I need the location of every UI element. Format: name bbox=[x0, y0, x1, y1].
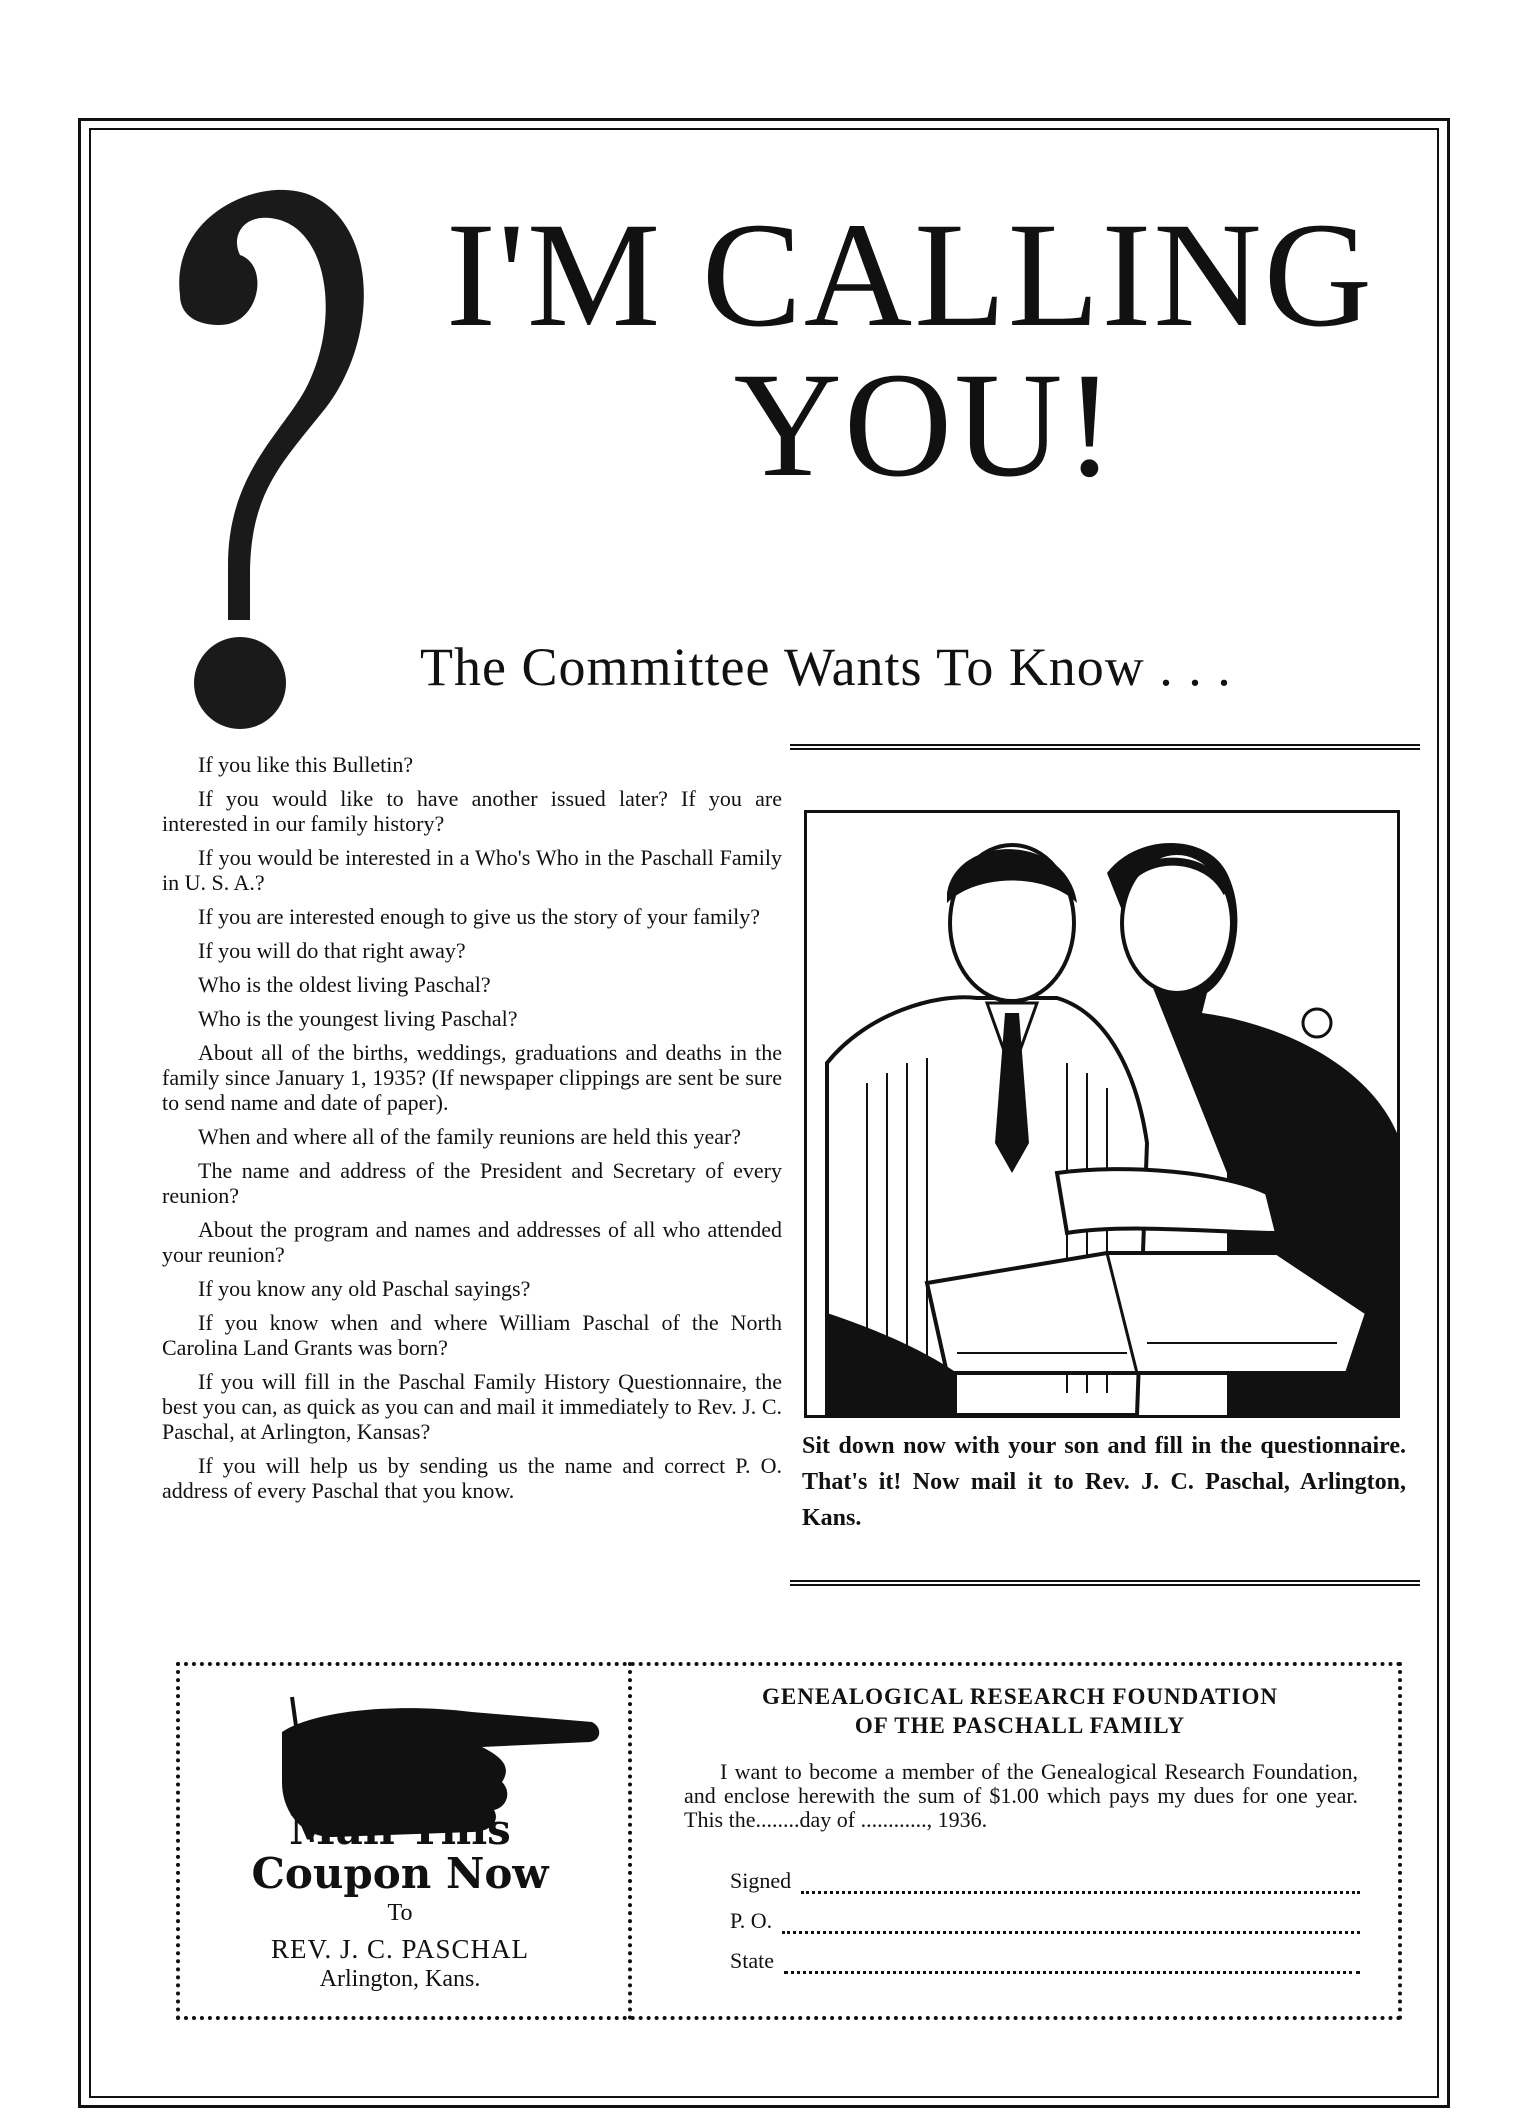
coupon-divider bbox=[628, 1662, 632, 2020]
question-item: If you know when and where William Paschal of the North Carolina Land Grants was born? bbox=[162, 1310, 782, 1360]
rule-bottom bbox=[790, 1580, 1420, 1586]
question-item: If you like this Bulletin? bbox=[198, 752, 414, 777]
question-item: Who is the youngest living Paschal? bbox=[198, 1006, 518, 1031]
question-item: When and where all of the family reunions are held this year? bbox=[198, 1124, 742, 1149]
question-item: If you are interested enough to give us the story of your family? bbox=[198, 904, 761, 929]
mail-to-label: To bbox=[387, 1900, 413, 1926]
question-item: About all of the births, weddings, graduations and deaths in the family since January 1, 1935? (If newspaper clippings are sent be sure to send name and date of paper). bbox=[162, 1040, 782, 1115]
signed-label: Signed bbox=[730, 1868, 792, 1893]
foundation-title bbox=[660, 1682, 1380, 1740]
headline-line-1: I'M CALLING bbox=[445, 192, 1375, 358]
question-item: If you would be interested in a Who's Who in the Paschall Family in U. S. A.? bbox=[162, 845, 782, 895]
po-field[interactable] bbox=[730, 1908, 1360, 1934]
state-field[interactable] bbox=[730, 1948, 1360, 1974]
mail-this-text: Mail This bbox=[289, 1805, 511, 1854]
subhead: The Committee Wants To Know . . . bbox=[420, 637, 1232, 697]
question-item: If you would like to have another issued later? If you are interested in our family history? bbox=[162, 786, 782, 836]
illustration-two-men bbox=[804, 810, 1400, 1418]
question-mark-icon bbox=[150, 175, 370, 735]
question-item: If you will fill in the Paschal Family History Questionnaire, the best you can, as quick as you can and mail it immediately to Rev. J. C. Paschal, at Arlington, Kansas? bbox=[162, 1369, 782, 1444]
coupon-now-text: Coupon Now bbox=[251, 1849, 549, 1898]
question-item: If you will help us by sending us the name and correct P. O. address of every Paschal that you know. bbox=[162, 1453, 782, 1503]
state-dotted-line[interactable] bbox=[784, 1953, 1360, 1974]
signed-dotted-line[interactable] bbox=[801, 1873, 1360, 1894]
mail-coupon-heading bbox=[180, 1805, 620, 1898]
question-item: The name and address of the President and Secretary of every reunion? bbox=[162, 1158, 782, 1208]
question-item: If you will do that right away? bbox=[198, 938, 466, 963]
foundation-title-line-2: OF THE PASCHALL FAMILY bbox=[854, 1713, 1186, 1738]
mail-recipient-name: REV. J. C. PASCHAL bbox=[270, 1934, 530, 1964]
headline-line-2: YOU! bbox=[733, 342, 1117, 508]
question-list bbox=[162, 752, 782, 1512]
rule-top bbox=[790, 744, 1420, 750]
membership-statement: I want to become a member of the Genealogical Research Foundation, and enclose herewith the sum of $1.00 which pays my dues for one year. This the........day of ............, 1936. bbox=[684, 1759, 1358, 1832]
signed-field[interactable] bbox=[730, 1868, 1360, 1894]
illustration-caption: Sit down now with your son and fill in the questionnaire. That's it! Now mail it to Rev. J. C. Paschal, Arlington, Kans. bbox=[802, 1433, 1406, 1531]
headline bbox=[400, 192, 1420, 508]
foundation-title-line-1: GENEALOGICAL RESEARCH FOUNDATION bbox=[762, 1684, 1278, 1709]
question-item: About the program and names and addresses of all who attended your reunion? bbox=[162, 1217, 782, 1267]
state-label: State bbox=[730, 1948, 774, 1973]
po-label: P. O. bbox=[730, 1908, 773, 1933]
question-item: Who is the oldest living Paschal? bbox=[198, 972, 491, 997]
question-item: If you know any old Paschal sayings? bbox=[198, 1276, 531, 1301]
po-dotted-line[interactable] bbox=[782, 1913, 1360, 1934]
mail-recipient-city: Arlington, Kans. bbox=[319, 1966, 481, 1992]
